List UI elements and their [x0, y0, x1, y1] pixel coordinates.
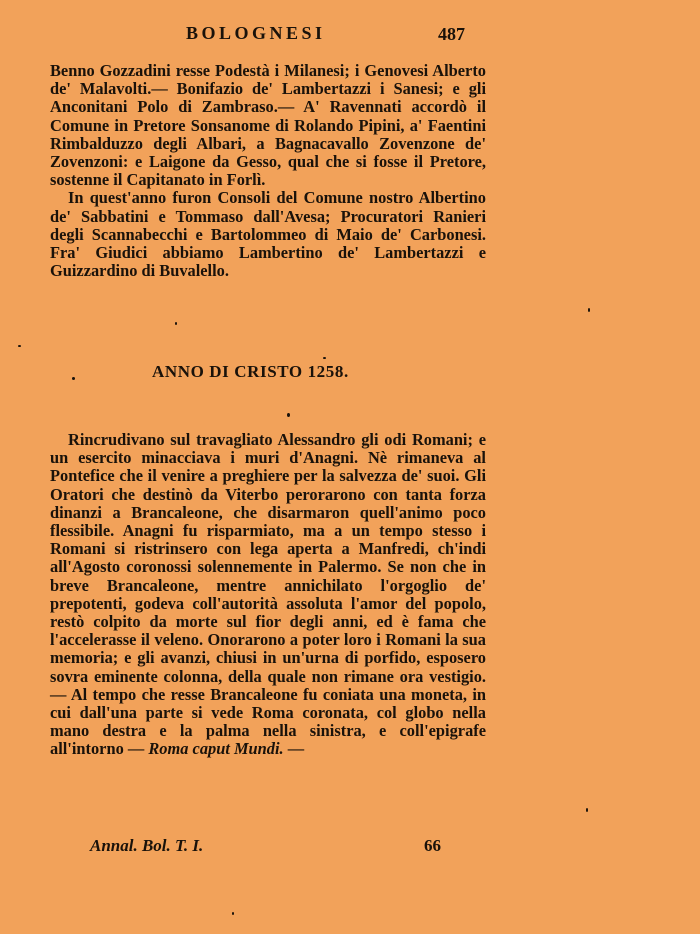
- ink-speck: [175, 322, 177, 325]
- ink-speck: [323, 357, 326, 359]
- footer-source: Annal. Bol. T. I.: [90, 836, 204, 855]
- ink-speck: [72, 377, 75, 380]
- paragraph-text: Rincrudivano sul travagliato Alessandro gli odi Romani; e un esercito minacciava i muri d'Anagni. Nè rimaneva al Pontefice che il venire a preghiere per la salvezza de' suoi. Gli Oratori che destinò da Viterbo perorarono con tanta forza dinanzi a Brancaleone, che disarmaron quell'animo poco flessibile. Anagni fu risparmiato, ma a un tempo stesso i Romani si ristrinsero con lega aperta a Manfredi, ch'indi all'Agosto coronossi solennemente in Palermo. Se non che in breve Brancaleone, mentre annichilato l'orgoglio de' prepotenti, godeva coll'autorità assoluta l'amor del popolo, restò colpito da morte sul fior degli anni, ed è fama che l'accelerasse il veleno. Onorarono a poter loro i Romani la sua memoria; e gli avanzi, chiusi in un'urna di porfido, esposero sovra eminente colonna, della quale non rimane ora vestigio. — Al tempo che resse Brancaleone fu coniata una moneta, in cui dall'una parte si vede Roma coronata, col globo nella mano destra e la palma nella sinistra, e coll'epigrafe all'intorno —: [50, 430, 486, 759]
- ink-speck: [586, 808, 588, 812]
- section-heading: ANNO DI CRISTO 1258.: [152, 362, 349, 381]
- main-text-block: [50, 431, 486, 759]
- ink-speck: [588, 308, 590, 312]
- top-text-block: [50, 62, 486, 280]
- page-number: 487: [438, 24, 465, 44]
- signature-mark: 66: [424, 836, 441, 855]
- ink-speck: [232, 912, 234, 915]
- page-footer: [90, 836, 450, 856]
- ink-speck: [287, 413, 290, 417]
- paragraph: Benno Gozzadini resse Podestà i Milanesi; i Genovesi Alberto de' Malavolti.— Bonifazio de' Lambertazzi i Sanesi; e gli Anconitani Polo di Zambraso.— A' Ravennati accordò il Comune in Pretore Sonsanome di Rolando Pipini, a' Faentini Rimbalduzzo degli Albari, a Bagnacavallo Zovenzone de' Zovenzoni: e Laigone da Gesso, qual che si fosse il Pretore, sostenne il Capitanato in Forlì.: [50, 61, 486, 190]
- epigraph-text: Roma caput Mundi.: [148, 739, 284, 759]
- paragraph: In quest'anno furon Consoli del Comune nostro Albertino de' Sabbatini e Tommaso dall'Avesa; Procuratori Ranieri degli Scannabecchi e Bartolommeo di Maio de' Carbonesi. Fra' Giudici abbiamo Lambertino de' Lambertazzi e Guizzardino di Buvalello.: [50, 188, 486, 281]
- paragraph: [50, 431, 486, 759]
- ink-speck: [18, 345, 21, 347]
- trailing-dash: —: [287, 739, 305, 759]
- running-title: BOLOGNESI: [186, 23, 326, 43]
